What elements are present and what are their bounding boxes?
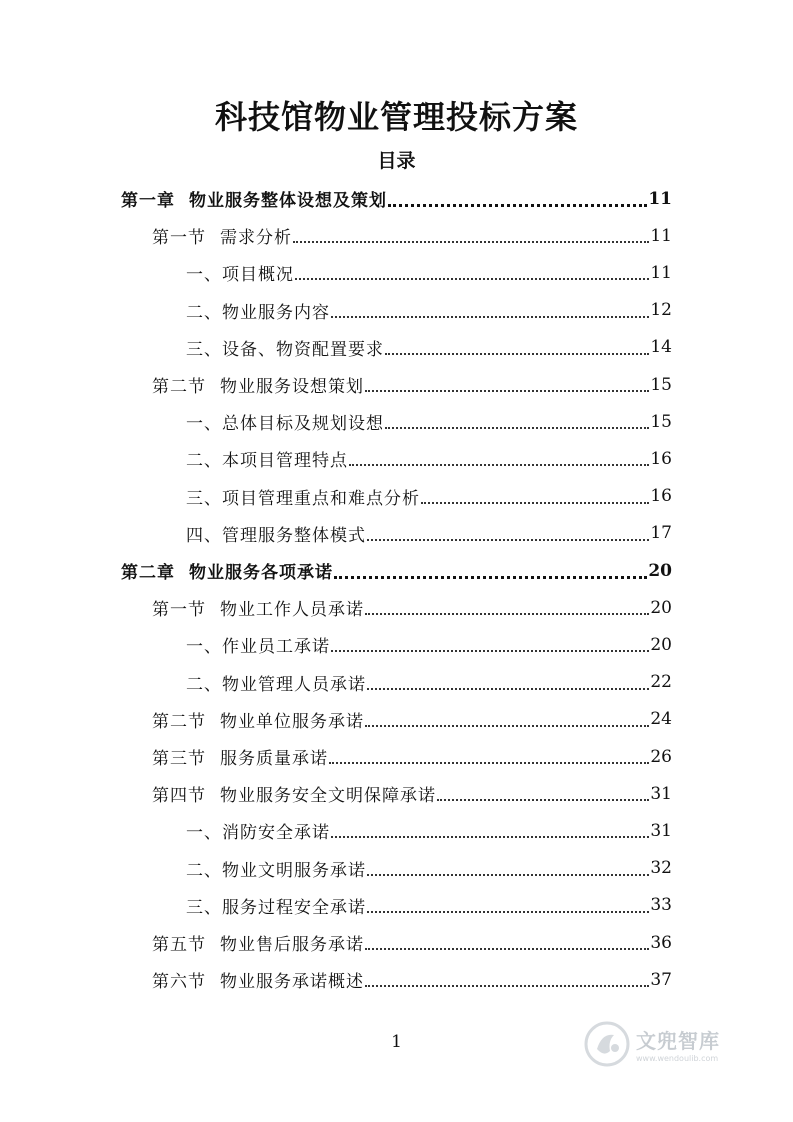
toc-entry-page: 20 [650, 597, 672, 618]
toc-entry-label [152, 707, 364, 732]
toc-entry-text: 二、物业文明服务承诺 [186, 860, 366, 881]
toc-dot-leader [365, 947, 649, 950]
toc-entry[interactable] [186, 515, 672, 552]
toc-dot-leader [365, 984, 649, 987]
toc-dot-leader [367, 538, 649, 541]
toc-entry-text: 二、物业服务内容 [186, 302, 330, 323]
toc-entry-text: 物业服务设想策划 [220, 377, 364, 397]
toc-entry-label [152, 372, 364, 397]
toc-entry-number: 第四节 [152, 786, 206, 807]
toc-entry-text: 物业服务各项承诺 [189, 563, 333, 583]
toc-entry-label [186, 484, 420, 509]
toc-entry[interactable] [152, 217, 672, 254]
toc-entry-text: 物业服务整体设想及策划 [189, 191, 387, 211]
toc-entry[interactable] [121, 552, 672, 589]
toc-entry-number: 第一节 [152, 600, 206, 621]
toc-entry[interactable] [152, 961, 672, 998]
toc-entry[interactable] [186, 812, 672, 849]
toc-entry-page: 33 [650, 895, 672, 916]
toc-entry-page: 16 [650, 448, 672, 469]
toc-entry-page: 14 [650, 337, 672, 358]
toc-dot-leader [331, 315, 649, 318]
toc-dot-leader [365, 389, 649, 392]
wendou-logo-icon [584, 1021, 630, 1067]
toc-entry[interactable] [152, 366, 672, 403]
toc-dot-leader [367, 910, 649, 913]
toc-dot-leader [365, 612, 649, 615]
watermark-url: www.wendoulib.com [636, 1054, 719, 1063]
toc-entry-page: 20 [650, 634, 672, 655]
toc-entry-text: 物业服务承诺概述 [220, 972, 364, 993]
toc-entry-label [152, 930, 364, 955]
toc-dot-leader [365, 724, 649, 727]
page-title: 科技馆物业管理投标方案 [214, 98, 578, 136]
toc-entry-label [152, 781, 436, 806]
toc-entry[interactable] [186, 292, 672, 329]
toc-heading: 目录 [377, 150, 416, 172]
toc-entry-label [186, 298, 330, 323]
toc-entry[interactable] [186, 887, 672, 924]
toc-entry-number: 第二节 [152, 377, 206, 397]
toc-entry-label [121, 558, 333, 583]
toc-entry-text: 物业售后服务承诺 [220, 935, 364, 955]
toc-entry-label [186, 521, 366, 546]
toc-entry-text: 需求分析 [220, 228, 292, 249]
page-number: 1 [391, 1032, 402, 1052]
toc-entry-page: 31 [650, 820, 672, 841]
toc-dot-leader [367, 873, 649, 876]
toc-entry-page: 32 [650, 858, 672, 879]
toc-entry-label [186, 632, 330, 657]
toc-entry-text: 物业工作人员承诺 [220, 600, 364, 621]
toc-entry-text: 一、作业员工承诺 [186, 637, 330, 658]
toc-dot-leader [329, 761, 649, 764]
toc-entry-number: 第五节 [152, 935, 206, 955]
toc-entry-page: 15 [650, 411, 672, 432]
toc-entry-page: 24 [650, 709, 672, 730]
toc-entry-page: 11 [648, 188, 672, 209]
toc-entry[interactable] [152, 738, 672, 775]
toc-entry[interactable] [152, 589, 672, 626]
toc-dot-leader [385, 426, 649, 429]
toc-entry[interactable] [186, 664, 672, 701]
toc-entry-number: 第三节 [152, 749, 206, 769]
toc-entry-page: 17 [650, 523, 672, 544]
toc-entry-number: 第二章 [121, 563, 175, 583]
toc-entry[interactable] [152, 775, 672, 812]
toc-entry-label [152, 744, 328, 769]
toc-entry-text: 二、本项目管理特点 [186, 451, 348, 472]
toc-entry-label [152, 595, 364, 620]
toc-entry-page: 36 [650, 932, 672, 953]
toc-entry-text: 四、管理服务整体模式 [186, 525, 366, 546]
toc-entry-page: 31 [650, 783, 672, 804]
toc-entry-label [121, 186, 387, 211]
toc-entry-label [186, 335, 384, 360]
toc-entry-text: 三、项目管理重点和难点分析 [186, 488, 420, 509]
toc-entry-text: 三、服务过程安全承诺 [186, 897, 366, 918]
toc-entry[interactable] [152, 924, 672, 961]
toc-entry-number: 第二节 [152, 711, 206, 732]
toc-entry-text: 一、消防安全承诺 [186, 823, 330, 844]
toc-entry-text: 一、项目概况 [186, 265, 294, 286]
toc-entry-page: 20 [648, 560, 672, 581]
toc-entry-text: 三、设备、物资配置要求 [186, 339, 384, 360]
toc-entry[interactable] [186, 403, 672, 440]
toc-dot-leader [437, 798, 649, 801]
toc-entry[interactable] [186, 254, 672, 291]
toc-entry-label [152, 223, 292, 248]
toc-entry[interactable] [152, 701, 672, 738]
toc-entry[interactable] [186, 440, 672, 477]
toc-entry-label [186, 260, 294, 285]
toc-dot-leader [349, 463, 649, 466]
toc-entry-label [186, 818, 330, 843]
toc-entry-number: 第六节 [152, 972, 206, 993]
toc-entry-label [152, 967, 364, 992]
toc-entry[interactable] [186, 478, 672, 515]
toc-dot-leader [331, 649, 649, 652]
toc-dot-leader [367, 687, 649, 690]
toc-entry-page: 16 [650, 486, 672, 507]
toc-dot-leader [388, 203, 647, 207]
toc-entry-page: 26 [650, 746, 672, 767]
toc-entry-page: 11 [650, 225, 672, 246]
toc-entry-text: 物业单位服务承诺 [220, 711, 364, 732]
watermark-name: 文兜智库 [636, 1029, 720, 1053]
toc-entry-number: 第一章 [121, 191, 175, 211]
toc-entry-text: 服务质量承诺 [220, 749, 328, 769]
toc-entry-label [186, 446, 348, 471]
toc-entry-label [186, 893, 366, 918]
toc-entry-text: 二、物业管理人员承诺 [186, 674, 366, 695]
toc-entry-label [186, 856, 366, 881]
toc-entry-text: 一、总体目标及规划设想 [186, 414, 384, 435]
toc-entry[interactable] [121, 180, 672, 217]
toc-entry-page: 11 [650, 262, 672, 283]
toc-entry-page: 37 [650, 969, 672, 990]
toc-entry-number: 第一节 [152, 228, 206, 249]
toc-dot-leader [293, 240, 649, 243]
toc-dot-leader [334, 575, 647, 579]
toc-entry-label [186, 670, 366, 695]
toc-entry-text: 物业服务安全文明保障承诺 [220, 786, 436, 807]
toc-dot-leader [421, 501, 649, 504]
watermark [584, 1014, 764, 1074]
toc-dot-leader [331, 835, 649, 838]
toc-entry[interactable] [186, 626, 672, 663]
toc-entry-page: 15 [650, 374, 672, 395]
toc-entry-page: 22 [650, 672, 672, 693]
toc-entry-page: 12 [650, 300, 672, 321]
toc-entry-label [186, 409, 384, 434]
toc-entry[interactable] [186, 329, 672, 366]
toc-dot-leader [385, 352, 649, 355]
toc-dot-leader [295, 277, 649, 280]
toc-entry[interactable] [186, 850, 672, 887]
